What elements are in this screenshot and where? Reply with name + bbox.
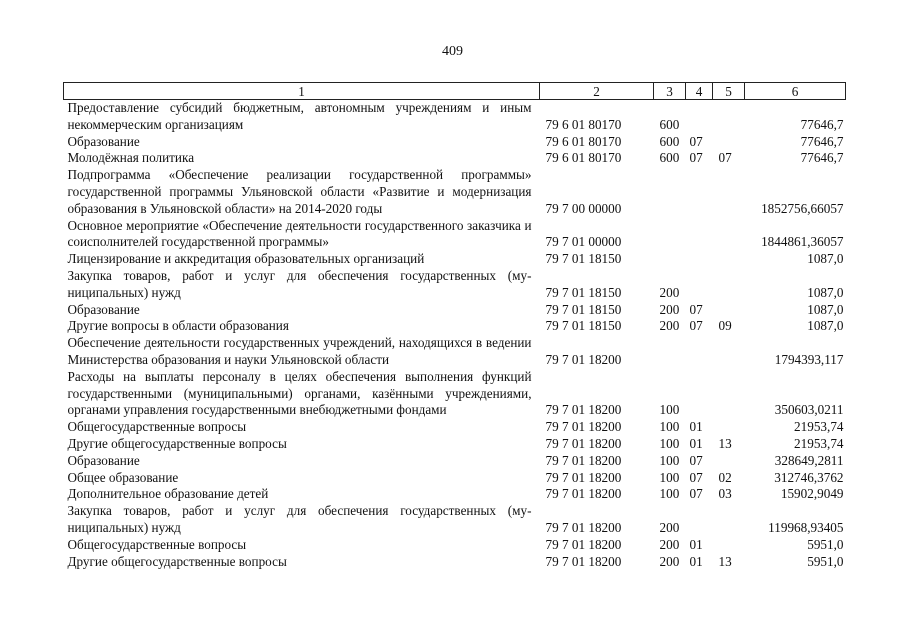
row-section	[686, 100, 713, 134]
row-expense-type: 100	[659, 452, 680, 468]
row-amount: 21953,74	[794, 419, 844, 435]
row-subsection	[713, 167, 745, 217]
row-section: 01	[689, 553, 703, 569]
row-expense-type: 100	[659, 486, 680, 502]
row-name: Образование	[67, 452, 140, 468]
table-row	[64, 268, 846, 302]
row-expense-type: 100	[659, 402, 680, 418]
row-subsection	[713, 302, 745, 319]
table-row	[64, 318, 846, 335]
table-header	[64, 83, 846, 100]
row-section: 07	[689, 469, 703, 485]
row-expense-type: 100	[659, 419, 680, 435]
row-name: Другие вопросы в области образования	[67, 318, 289, 334]
row-name: Основное мероприятие «Обеспечение деятельности государственного заказчика и соисполнителей государственной программы»	[67, 217, 532, 250]
row-subsection: 07	[718, 150, 732, 166]
header-col-1: 1	[64, 83, 540, 100]
row-section: 07	[689, 486, 703, 502]
row-section: 01	[689, 435, 703, 451]
row-target-code: 79 7 01 18150	[545, 301, 622, 317]
row-section	[686, 268, 713, 302]
row-amount: 328649,2811	[774, 452, 844, 468]
row-amount: 15902,9049	[780, 486, 844, 502]
row-subsection	[713, 419, 745, 436]
table-row	[64, 134, 846, 151]
row-expense-type: 100	[659, 469, 680, 485]
row-subsection: 13	[718, 435, 732, 451]
row-expense-type: 600	[659, 116, 680, 132]
header-col-5: 5	[713, 83, 745, 100]
table-row	[64, 503, 846, 537]
row-section	[686, 218, 713, 252]
row-section	[686, 251, 713, 268]
row-amount: 1844861,36057	[761, 234, 844, 250]
row-target-code: 79 7 01 18200	[545, 519, 622, 535]
row-target-code: 79 7 01 18150	[545, 284, 622, 300]
row-name: Дополнительное образование детей	[67, 486, 269, 502]
table-row	[64, 470, 846, 487]
row-name: Молодёжная политика	[67, 150, 195, 166]
row-subsection	[713, 453, 745, 470]
table-row	[64, 486, 846, 503]
row-name: Образование	[67, 301, 140, 317]
row-subsection	[713, 369, 745, 419]
row-target-code: 79 7 01 18200	[545, 452, 622, 468]
table-row	[64, 150, 846, 167]
row-target-code: 79 7 01 18200	[545, 536, 622, 552]
row-amount: 5951,0	[807, 536, 844, 552]
table-row	[64, 537, 846, 554]
row-amount: 1087,0	[807, 301, 844, 317]
row-target-code: 79 7 01 18200	[545, 486, 622, 502]
row-expense-type: 200	[659, 301, 680, 317]
row-subsection	[713, 218, 745, 252]
row-target-code: 79 7 01 00000	[545, 234, 622, 250]
header-col-6: 6	[745, 83, 846, 100]
row-name: Закупка товаров, работ и услуг для обеспечения государственных (муниципальных) нужд	[67, 267, 532, 300]
row-name: Другие общегосударственные вопросы	[67, 435, 287, 451]
table-row	[64, 251, 846, 268]
row-section	[686, 503, 713, 537]
row-expense-type: 600	[659, 150, 680, 166]
row-amount: 77646,7	[800, 150, 844, 166]
row-section	[686, 335, 713, 369]
row-name: Другие общегосударственные вопросы	[67, 553, 287, 569]
row-amount: 1087,0	[807, 251, 844, 267]
row-name: Расходы на выплаты персоналу в целях обеспечения выполнения функций государственными (муниципальными) органами, казёнными учреждениями, органами управления государственными внебюджетными фондами	[67, 368, 532, 418]
row-subsection: 03	[718, 486, 732, 502]
row-subsection	[713, 134, 745, 151]
row-target-code: 79 7 01 18200	[545, 419, 622, 435]
row-expense-type	[654, 335, 686, 369]
row-target-code: 79 6 01 80170	[545, 133, 622, 149]
row-amount: 77646,7	[800, 133, 844, 149]
row-name: Общегосударственные вопросы	[67, 536, 247, 552]
row-expense-type: 200	[659, 536, 680, 552]
row-expense-type: 200	[659, 318, 680, 334]
row-amount: 350603,0211	[774, 402, 844, 418]
row-amount: 1087,0	[807, 318, 844, 334]
table-row	[64, 302, 846, 319]
table-row	[64, 436, 846, 453]
row-target-code: 79 6 01 80170	[545, 150, 622, 166]
row-subsection: 09	[718, 318, 732, 334]
row-expense-type	[654, 251, 686, 268]
row-name: Обеспечение деятельности государственных учреждений, находящихся в ведении Министерства образования и науки Ульяновской области	[67, 335, 532, 367]
budget-table	[63, 82, 846, 570]
row-expense-type: 200	[659, 284, 680, 300]
row-target-code: 79 7 01 18150	[545, 251, 622, 267]
row-section: 07	[689, 150, 703, 166]
row-section: 07	[689, 133, 703, 149]
row-subsection	[713, 503, 745, 537]
row-section: 07	[689, 318, 703, 334]
row-subsection	[713, 251, 745, 268]
table-body	[64, 100, 846, 571]
row-name: Лицензирование и аккредитация образовательных организаций	[67, 251, 425, 267]
row-target-code: 79 7 01 18200	[545, 469, 622, 485]
row-target-code: 79 7 01 18150	[545, 318, 622, 334]
row-expense-type: 100	[659, 435, 680, 451]
row-subsection	[713, 335, 745, 369]
row-target-code: 79 7 01 18200	[545, 553, 622, 569]
table-row	[64, 335, 846, 369]
row-target-code: 79 7 01 18200	[545, 351, 622, 367]
page-number: 409	[442, 44, 463, 59]
row-expense-type: 600	[659, 133, 680, 149]
table-row	[64, 554, 846, 571]
row-expense-type: 200	[659, 519, 680, 535]
row-amount: 1794393,117	[774, 351, 844, 367]
row-expense-type: 200	[659, 553, 680, 569]
header-col-3: 3	[654, 83, 686, 100]
row-subsection: 13	[718, 553, 732, 569]
row-target-code: 79 7 01 18200	[545, 435, 622, 451]
row-name: Предоставление субсидий бюджетным, автономным учреждениям и иным некоммерческим организациям	[67, 100, 532, 132]
table-row	[64, 453, 846, 470]
row-subsection	[713, 537, 745, 554]
row-name: Подпрограмма «Обеспечение реализации государственной программы» государственной программы Ульяновской области «Развитие и модернизация образования в Ульяновской области» на 2014-2020 годы	[67, 167, 532, 216]
row-subsection: 02	[718, 469, 732, 485]
table-row	[64, 167, 846, 217]
row-section: 07	[689, 301, 703, 317]
header-col-4: 4	[686, 83, 713, 100]
row-amount: 119968,93405	[768, 519, 844, 535]
row-amount: 5951,0	[807, 553, 844, 569]
row-amount: 1087,0	[807, 284, 844, 300]
row-target-code: 79 7 00 00000	[545, 200, 622, 216]
row-section: 01	[689, 536, 703, 552]
row-subsection	[713, 100, 745, 134]
row-section	[686, 369, 713, 419]
row-section: 07	[689, 452, 703, 468]
row-name: Закупка товаров, работ и услуг для обеспечения государственных (муниципальных) нужд	[67, 503, 532, 535]
table-row	[64, 419, 846, 436]
table-row	[64, 100, 846, 134]
row-section	[686, 167, 713, 217]
row-name: Общее образование	[67, 469, 179, 485]
table-row	[64, 218, 846, 252]
row-expense-type	[654, 167, 686, 217]
row-amount: 21953,74	[794, 435, 844, 451]
row-name: Общегосударственные вопросы	[67, 419, 247, 435]
row-amount: 312746,3762	[774, 469, 844, 485]
row-subsection	[713, 268, 745, 302]
row-name: Образование	[67, 133, 140, 149]
row-amount: 77646,7	[800, 116, 844, 132]
table-row	[64, 369, 846, 419]
row-target-code: 79 7 01 18200	[545, 402, 622, 418]
row-amount: 1852756,66057	[761, 200, 844, 216]
row-target-code: 79 6 01 80170	[545, 116, 622, 132]
header-col-2: 2	[540, 83, 654, 100]
row-expense-type	[654, 218, 686, 252]
row-section: 01	[689, 419, 703, 435]
